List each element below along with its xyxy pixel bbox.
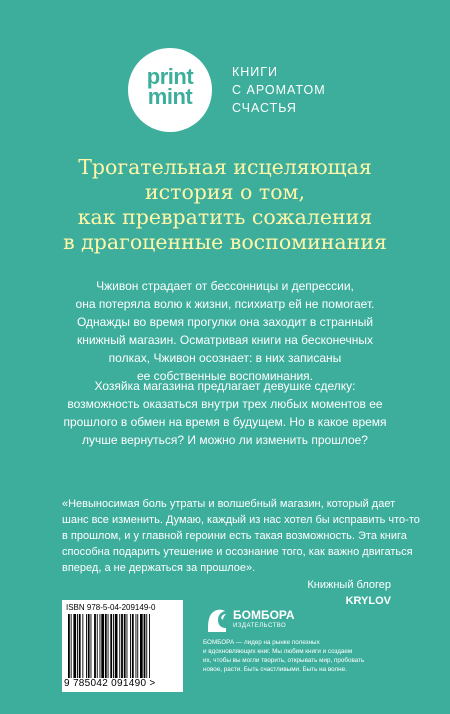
paragraph-line: Однажды во время прогулки она заходит в странный: [76, 315, 374, 329]
author-name: KRYLOV: [345, 595, 391, 607]
paragraph-line: книжный магазин. Осматривая книги на бесконечных: [76, 333, 374, 347]
tagline-line: КНИГИ: [232, 65, 279, 79]
quote-line: шанс все изменить. Думаю, каждый из нас хотел бы исправить что-то: [62, 514, 420, 526]
barcode-bars: [68, 614, 177, 678]
paragraph-line: полках, Чживон осознает: в них записаны: [108, 351, 342, 365]
publisher-text-line: новое, расти. Быть счастливыми. Быть на волне.: [203, 666, 347, 673]
headline-line: история о том,: [144, 180, 306, 204]
publisher-description: [203, 638, 364, 674]
publisher-text-line: их, чтобы вы могли творить, открывать мир, пробовать: [203, 657, 365, 664]
publisher-subtitle: ИЗДАТЕЛЬСТВО: [233, 623, 287, 629]
paragraph-line: лучше вернуться? И можно ли изменить прошлое?: [82, 433, 368, 447]
quote-line: «Невыносимая боль утраты и волшебный магазин, который дает: [62, 498, 396, 510]
isbn-label: ISBN 978-5-04-209149-0: [66, 603, 156, 612]
paragraph-line: прошлого в обмен на время в будущем. Но в какое время: [63, 415, 387, 429]
synopsis-paragraph-1: [0, 277, 450, 385]
quote-author: [307, 577, 391, 609]
logo-word-print: print: [146, 64, 194, 89]
paragraph-line: ее собственные воспоминания.: [136, 369, 314, 383]
tagline-line: С АРОМАТОМ: [232, 83, 326, 97]
headline-line: как превратить сожаления: [77, 205, 373, 229]
barcode-digits: 9 785042 091490 >: [64, 678, 156, 689]
headline-line: в драгоценные воспоминания: [63, 230, 387, 254]
paragraph-line: возможность оказаться внутри трех любых моментов ее: [67, 397, 383, 411]
paragraph-line: Чживон страдает от бессонницы и депрессии,: [96, 279, 354, 293]
logo-word-mint: mint: [147, 84, 193, 109]
bombora-wave-icon: [205, 606, 229, 634]
publisher-text-line: БОМБОРА — лидер на рынке полезных: [203, 639, 320, 646]
quote-line: вперед, а не держаться за прошлое».: [62, 562, 256, 574]
quote-line: способна подарить утешение и осознание того, как важно двигаться: [62, 546, 413, 558]
author-role: Книжный блогер: [307, 579, 391, 591]
review-quote: [62, 496, 420, 576]
publisher-text-line: и вдохновляющих книг. Мы любим книги и создаем: [203, 648, 353, 655]
headline: [0, 155, 450, 255]
series-tagline: [232, 63, 326, 117]
quote-line: в прошлом, и у главной героини есть такая возможность. Эта книга: [62, 530, 407, 542]
headline-line: Трогательная исцеляющая: [78, 155, 372, 179]
synopsis-paragraph-2: [0, 377, 450, 449]
isbn-barcode: [62, 600, 183, 692]
tagline-line: СЧАСТЬЯ: [232, 101, 297, 115]
publisher-name: БОМБОРА: [233, 608, 295, 622]
paragraph-line: Хозяйка магазина предлагает девушке сделку:: [94, 379, 356, 393]
printmint-logo: [128, 48, 212, 132]
paragraph-line: она потеряла волю к жизни, психиатр ей не помогает.: [75, 297, 375, 311]
